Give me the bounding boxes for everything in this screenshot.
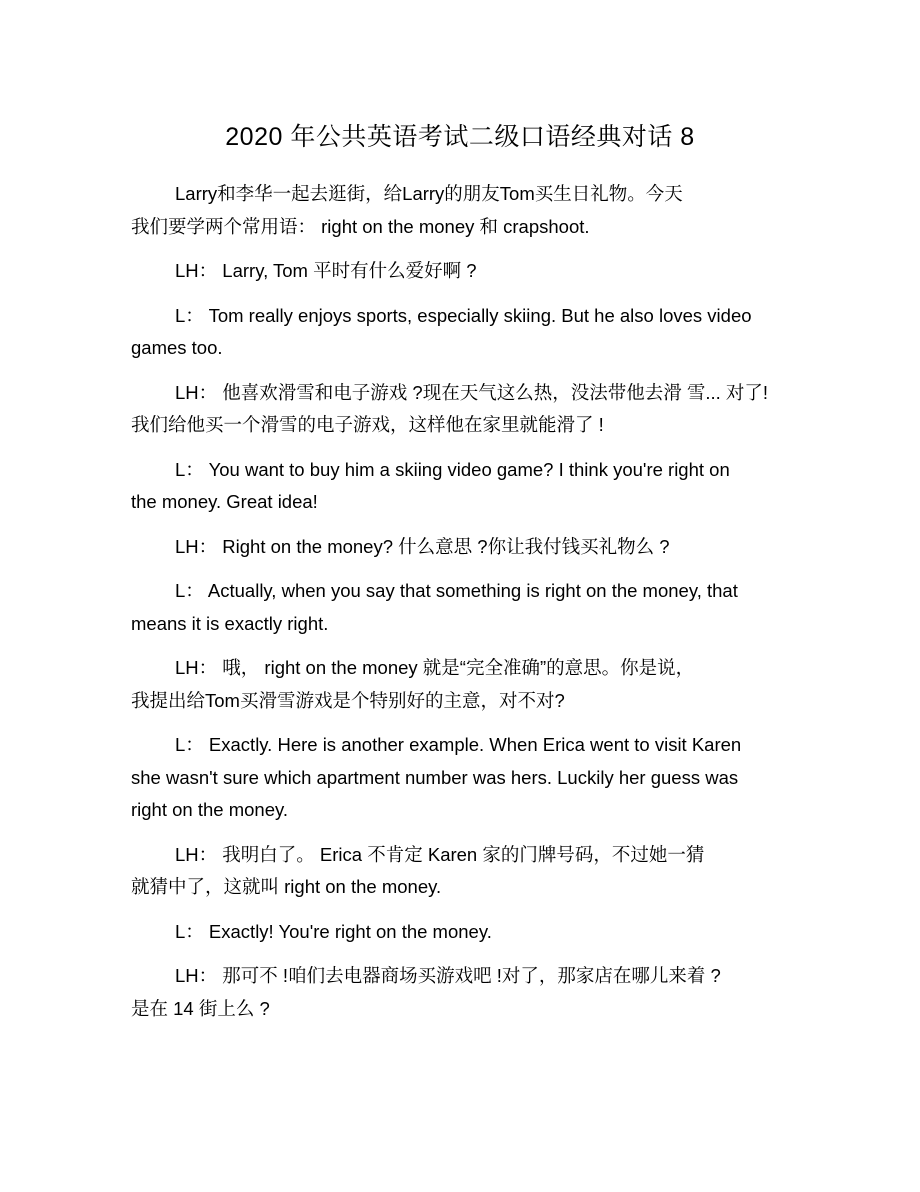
paragraph [131, 916, 811, 949]
paragraph-line: LH： Larry, Tom 平时有什么爱好啊 ? [175, 260, 477, 281]
paragraph [131, 652, 811, 717]
paragraph-line: LH： 哦， right on the money 就是“完全准确”的意思。你是说， [175, 657, 695, 678]
paragraph-line: 我们要学两个常用语： right on the money 和 crapshoot. [131, 215, 590, 237]
paragraph [131, 575, 811, 640]
paragraph [131, 377, 811, 442]
paragraph-line: games too. [131, 337, 223, 358]
paragraph-line: L： Exactly. Here is another example. When Erica went to visit Karen [175, 734, 742, 755]
paragraph-line: means it is exactly right. [131, 612, 329, 634]
paragraph-line: L： Actually, when you say that something is right on the money, that [175, 580, 738, 601]
paragraph-line: LH： 他喜欢滑雪和电子游戏 ?现在天气这么热，没法带他去滑 雪... 对了! [175, 381, 769, 403]
paragraph [131, 531, 811, 564]
paragraph-line: LH： 那可不 !咱们去电器商场买游戏吧 !对了，那家店在哪儿来着 ? [175, 965, 721, 986]
paragraph [131, 454, 811, 519]
paragraph-line: right on the money. [131, 799, 288, 820]
paragraph [131, 729, 811, 827]
paragraph-line: the money. Great idea! [131, 491, 318, 512]
paragraph-line: 我们给他买一个滑雪的电子游戏，这样他在家里就能滑了 ! [131, 414, 604, 435]
paragraph [131, 255, 811, 288]
dialogue-body [131, 178, 811, 1037]
paragraph [131, 839, 811, 904]
paragraph-line: she wasn't sure which apartment number was hers. Luckily her guess was [131, 766, 739, 788]
paragraph-line: L： Exactly! You're right on the money. [175, 920, 492, 942]
paragraph-line: Larry和李华一起去逛街，给Larry的朋友Tom买生日礼物。今天 [175, 183, 683, 204]
paragraph-line: LH： 我明白了。 Erica 不肯定 Karen 家的门牌号码，不过她一猜 [175, 843, 705, 865]
document-title: 2020 年公共英语考试二级口语经典对话 8 [225, 123, 695, 151]
paragraph-line: L： You want to buy him a skiing video game? I think you're right on [175, 458, 730, 480]
paragraph [131, 300, 811, 365]
paragraph-line: 我提出给Tom买滑雪游戏是个特别好的主意，对不对? [131, 689, 565, 711]
paragraph-line: 就猜中了，这就叫 right on the money. [131, 876, 442, 897]
paragraph [131, 960, 811, 1025]
paragraph-line: LH： Right on the money? 什么意思 ?你让我付钱买礼物么 ? [175, 535, 670, 557]
paragraph-line: 是在 14 街上么 ? [131, 997, 270, 1019]
paragraph [131, 178, 811, 243]
paragraph-line: L： Tom really enjoys sports, especially skiing. But he also loves video [175, 304, 752, 326]
